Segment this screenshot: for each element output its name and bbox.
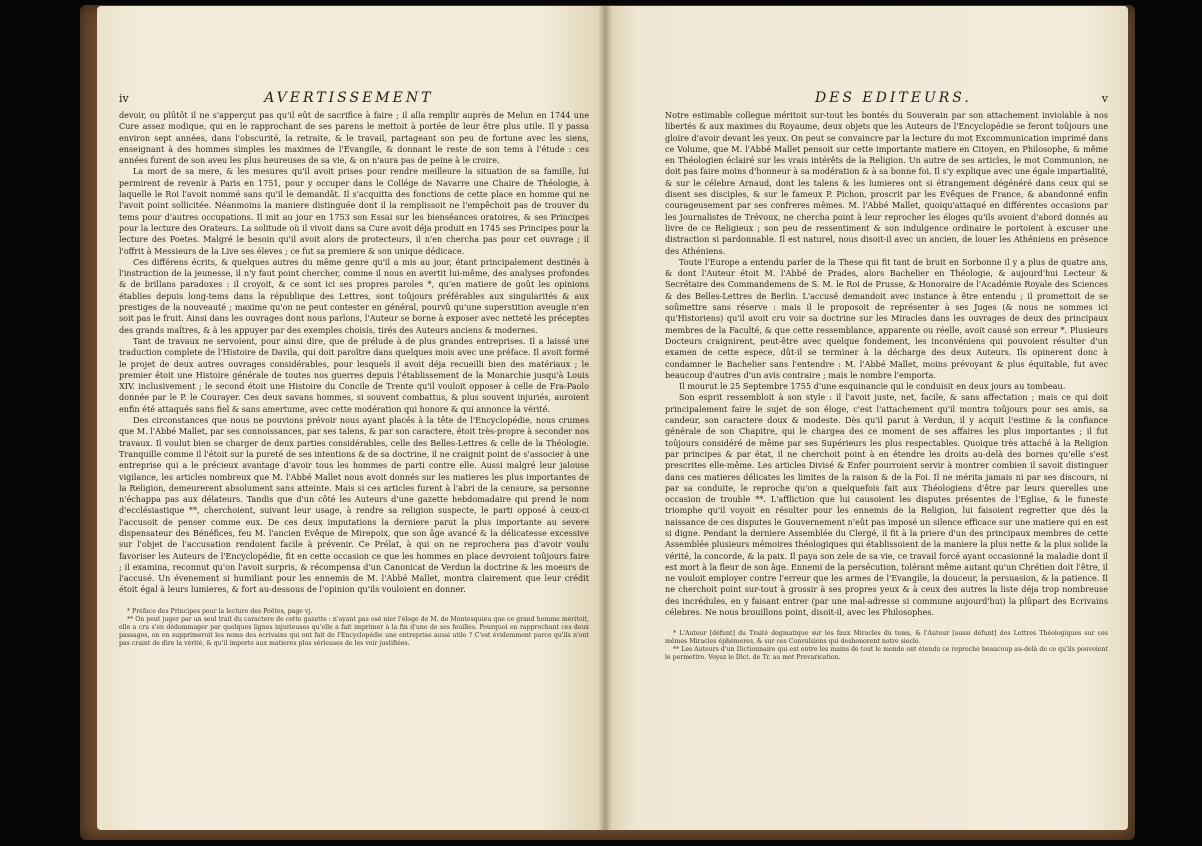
paragraph: Son esprit ressembloit à son style : il l'avoit juste, net, facile, & sans affectation ; mais ce qui doit principalement faire le sujet de son éloge, c'est l'attachement qu'il montra toûjours pour ses amis, sa candeur, son caractere doux & modeste. Dès qu'il parut à Verdun, il y acquit l'estime & la confiance générale de son Chapitre, qui le chargea des ce moment de ses affaires les plus importantes ; il fut toûjours considéré de même par ses Supérieurs les plus respectables. Quoique très attaché à la Religion par principes & par état, il ne cherchoit point à en étendre les droits au-delà des bornes qu'elle s'est prescrites elle-même. Les articles Divisé & Enfer pourroient servir à montrer combien il savoit distinguer dans ces matieres délicates les limites de la raison & de la Foi. Il ne mérita jamais ni par ses discours, ni par sa conduite, le reproche qu'on a quelquefois fait aux Théologiens d'être par leurs querelles une occasion de trouble **. L'affliction que lui causoient les disputes présentes de l'Eglise, & le funeste triomphe qu'il voyoit en résulter pour les ennemis de la Religion, lui faisoient regretter que dès la naissance de ces disputes le Gouvernement n'eût pas imposé un silence efficace sur une matiere qui en est si digne. Pendant la derniere Assemblée du Clergé, il fit à la priere d'un des principaux membres de cette Assemblée plusieurs mémoires théologiques qui établissoient de la maniere la plus nette & la plus solide la vérité, la concorde, & la paix. Il paya son zele de sa vie, ce travail forcé ayant occasionné la maladie dont il est mort à la fleur de son âge. Ennemi de la persécution, tolérant même autant qu'un Chrétien doit l'être, il ne vouloit employer contre l'erreur que les armes de l'Evangile, la douceur, la persuasion, & la patience. Il ne cherchoit point sur-tout à grossir à ses propres yeux & à ceux des autres la liste déja trop nombreuse des incrédules, en y faisant entrer (par une mal-adresse si commune aujourd'hui) la plûpart des Ecrivains célebres. Ne nous brouillons point, disoit-il, avec les Philosophes.: [665, 392, 1108, 618]
left-page-content: [119, 90, 589, 816]
footnote: ** On peut juger par un seul trait du caractere de cette gazette : n'ayant pas osé nier l'éloge de M. de Montesquieu que ce grand homme méritoit, elle a cru s'en dédommager par quelques lignes injurieuses qu'elle a fait imprimer à la fin d'une de ses feuilles. Pourquoi en rapprochant ces deux passages, on en supprimeroit les noms des écrivains qui ont fait de l'Encyclopédie une entreprise aussi utile ? C'est évidemment parce qu'ils n'ont pas craint de dire la vérité, & qu'il importe aux matieres plus sérieuses de les voir justifiées.: [119, 615, 589, 647]
paragraph: Des circonstances que nous ne pouvions prévoir nous ayant placés à la tête de l'Encyclopédie, nous crumes que M. l'Abbé Mallet, par ses connoissances, par ses talens, & par son caractere, étoit très-propre à seconder nos travaux. Il voulut bien se charger de deux parties considérables, celle des Belles-Lettres & celle de la Théologie. Tranquille comme il l'étoit sur la pureté de ses intentions & de sa doctrine, il ne craignit point de s'associer à une entreprise qui a le précieux avantage d'avoir tous les hommes de parti contre elle. Aussi malgré leur jalouse vigilance, les articles nombreux que M. l'Abbé Mallet nous avoit donnés sur les matieres les plus importantes de la Religion, demeurerent absolument sans atteinte. Mais si ces articles furent à l'abri de la censure, sa personne n'échappa pas aux délateurs. Tandis que d'un côté les Auteurs d'une gazette hebdomadaire qui prend le nom d'ecclésiastique **, cherchoient, suivant leur usage, à rendre sa religion suspecte, le parti opposé à ceux-ci l'accusoit de penser comme eux. De ces deux imputations la derniere parut la plus importante au severe dispensateur des Bénéfices, feu M. l'ancien Evêque de Mirepoix, que son âge avancé & la délicatesse excessive sur l'objet de l'accusation rendoient facile à prévenir. Ce Prélat, à qui on ne reprochera pas d'avoir voulu favoriser les Auteurs de l'Encyclopédie, fit en cette occasion ce que les hommes en place devroient toûjours faire ; il examina, reconnut qu'on l'avoit surpris, & récompensa d'un Canonicat de Verdun la doctrine & les moeurs de l'accusé. Un évenement si humiliant pour les ennemis de M. l'Abbé Mallet, montra clairement que leur crédit étoit égal à leurs lumieres, & fort au-dessous de l'opinion qu'ils vouloient en donner.: [119, 415, 589, 595]
paragraph: Il mourut le 25 Septembre 1755 d'une esquinancie qui le conduisit en deux jours au tombeau.: [679, 381, 1066, 392]
right-page-footnotes: [665, 626, 1108, 662]
footnote: ** Les Auteurs d'un Dictionnaire qui est entre les mains de tout le monde ont étendu ce reproche beaucoup au-delà de ce qu'ils pouvoient le permettre. Voyez le Dict. de Tr. au mot Prevarication.: [665, 646, 1108, 662]
right-page-content: [665, 90, 1108, 816]
left-page: [97, 6, 605, 830]
footnote: * Préface des Principes pour la lecture des Poëtes, page vj.: [127, 607, 313, 615]
running-title: DES EDITEURS.: [814, 90, 972, 106]
right-page: [605, 6, 1128, 830]
running-title: AVERTISSEMENT: [264, 90, 434, 106]
book-gutter: [598, 6, 612, 830]
paragraph: Tant de travaux ne servoient, pour ainsi dire, que de prélude à de plus grandes entreprises. Il a laissé une traduction complete de l'Histoire de Davila, qui doit paroître dans quelques mois avec une préface. Il avoit formé le projet de deux autres ouvrages considérables, pour lesquels il avoit déja recueilli bien des matériaux ; le premier étoit une Histoire générale de toutes nos guerres depuis l'établissement de la Monarchie jusqu'à Louis XIV. inclusivement ; le second étoit une Histoire du Concile de Trente qu'il vouloit opposer à celle de Fra-Paolo donnée par le P. le Courayer. Ces deux savans hommes, si souvent combattus, & plus souvent injuriés, auroient enfin été attaqués sans fiel & sans amertume, avec cette modération qui honore & qui annonce la vérité.: [119, 335, 589, 414]
page-number: iv: [119, 92, 129, 105]
paragraph: Ces différens écrits, & quelques autres du même genre qu'il a mis au jour, étant principalement destinés à l'instruction de la jeunesse, il n'y faut point chercher, comme il nous en avertit lui-même, des analyses profondes & de brillans paradoxes : il croyoit, & ce sont ici ses propres paroles *, qu'en matiere de goût les opinions établies depuis long-tems dans la république des Lettres, sont toûjours préférables aux singularités & aux prestiges de la nouveauté ; maxime qu'on ne peut contester en général, pourvû qu'une superstition aveugle n'en soit pas le fruit. Ainsi dans les ouvrages dont nous parlons, l'Auteur se borne à exposer avec netteté les préceptes des grands maîtres, & à les appuyer par des exemples choisis, tirés des Auteurs anciens & modernes.: [119, 256, 589, 335]
page-number: v: [1101, 92, 1108, 105]
paragraph: devoir, ou plûtôt il ne s'apperçut pas qu'il eût de sacrifice à faire ; il alla remplir auprès de Melun en 1744 une Cure assez modique, qui en le rapprochant de ses parens le mettoit à portée de leur être plus utile. Il y passa environ sept années, dans l'obscurité, la retraite, & le travail, partageant son peu de fortune avec les siens, enseignant à des hommes simples les maximes de l'Evangile, & donnant le reste de son tems à l'étude : ces années furent de son aveu les plus heureuses de sa vie, & on n'aura pas de peine à le croire.: [119, 110, 589, 166]
paragraph: Toute l'Europe a entendu parler de la These qui fit tant de bruit en Sorbonne il y a plus de quatre ans, & dont l'Auteur étoit M. l'Abbé de Prades, alors Bachelier en Théologie, & aujourd'hui Lecteur & Secrétaire des Commandemens de S. M. le Roi de Prusse, & Honoraire de l'Académie Royale des Sciences & des Belles-Lettres de Berlin. L'accusé demandoit avec instance à être entendu ; il promettoit de se soûmettre sans réserve : mais il le proposoit de représenter à ses Juges (& nous ne sommes ici qu'Historiens) qu'il avoit cru voir sa doctrine sur les Miracles dans les ouvrages de deux des principaux membres de la Faculté, & que cette ressemblance, apparente ou réelle, avoit causé son erreur *. Plusieurs Docteurs craignirent, peut-être avec quelque fondement, les inconvéniens qui pouvoient résulter d'un examen de cette espece, dût-il se terminer à la décharge des deux Auteurs. Ils opinerent donc à condamner le Bachelier sans l'entendre : M. l'Abbé Mallet, moins prévoyant & plus équitable, fut avec beaucoup d'autres d'un avis contraire ; mais le nombre l'emporta.: [665, 256, 1108, 380]
left-page-body: [119, 110, 589, 596]
left-page-header: [119, 90, 589, 106]
paragraph: La mort de sa mere, & les mesures qu'il avoit prises pour rendre meilleure la situation de sa famille, lui permirent de revenir à Paris en 1751, pour y occuper dans le Collége de Navarre une Chaire de Théologie, à laquelle le Roi l'avoit nommé sans qu'il le demandât. Il s'acquitta des fonctions de cette place en homme qui ne l'avoit point sollicitée. Néanmoins la maniere distinguée dont il la remplissoit ne l'empêchoit pas de trouver du tems pour d'autres occupations. Il mit au jour en 1753 son Essai sur les bienséances oratoires, & ses Principes pour la lecture des Orateurs. La solitude où il vivoit dans sa Cure avoit déja produit en 1745 ses Principes pour la lecture des Poetes. Malgré le besoin qu'il avoit alors de protecteurs, il n'en chercha pas pour cet ouvrage ; il l'offrit à Messieurs de la Live ses éleves ; ce fut sa premiere & son unique dédicace.: [119, 166, 589, 256]
right-page-body: [665, 110, 1108, 618]
footnote: * L'Auteur [défunt] du Traité dogmatique sur les faux Miracles du tems, & l'Auteur [aussi défunt] des Lettres Théologiques sur ces mêmes Miracles éphémeres, & sur ces Convulsions qui deshonorent notre siecle.: [665, 630, 1108, 646]
left-page-footnotes: [119, 604, 589, 648]
right-page-header: [665, 90, 1108, 106]
paragraph: Notre estimable collegue méritoit sur-tout les bontés du Souverain par son attachement inviolable à nos libertés & aux maximes du Royaume, deux objets que les Auteurs de l'Encyclopédie se feront toûjours une gloire d'avoir devant les yeux. On peut se convaincre par la lecture du mot Excommunication imprimé dans ce Volume, que M. l'Abbé Mallet pensoit sur cette importante matiere en Citoyen, en Philosophe, & même en Théologien éclairé sur les vrais intérêts de la Religion. Un autre de ses articles, le mot Communion, ne doit pas faire moins d'honneur à sa modération & à sa bonne foi. Il s'y explique avec une égale impartialité, & sur le célebre Arnaud, dont les talens & les lumieres ont si étrangement dégénéré dans ceux qui se disent ses disciples, & sur le fameux P. Pichon, proscrit par les Evêques de France, & abandonné enfin courageusement par ses confreres mêmes. M. l'Abbé Mallet, quoiqu'attaqué en différentes occasions par les Journalistes de Trévoux, ne chercha point à leur reprocher les éloges qu'ils avoient d'abord donnés au livre de ce Religieux ; son peu de ressentiment & son indulgence ordinaire le portoient à excuser une distraction si pardonnable. Il est naturel, nous disoit-il avec un ancien, de louer les Athéniens en présence des Athéniens.: [665, 110, 1108, 256]
